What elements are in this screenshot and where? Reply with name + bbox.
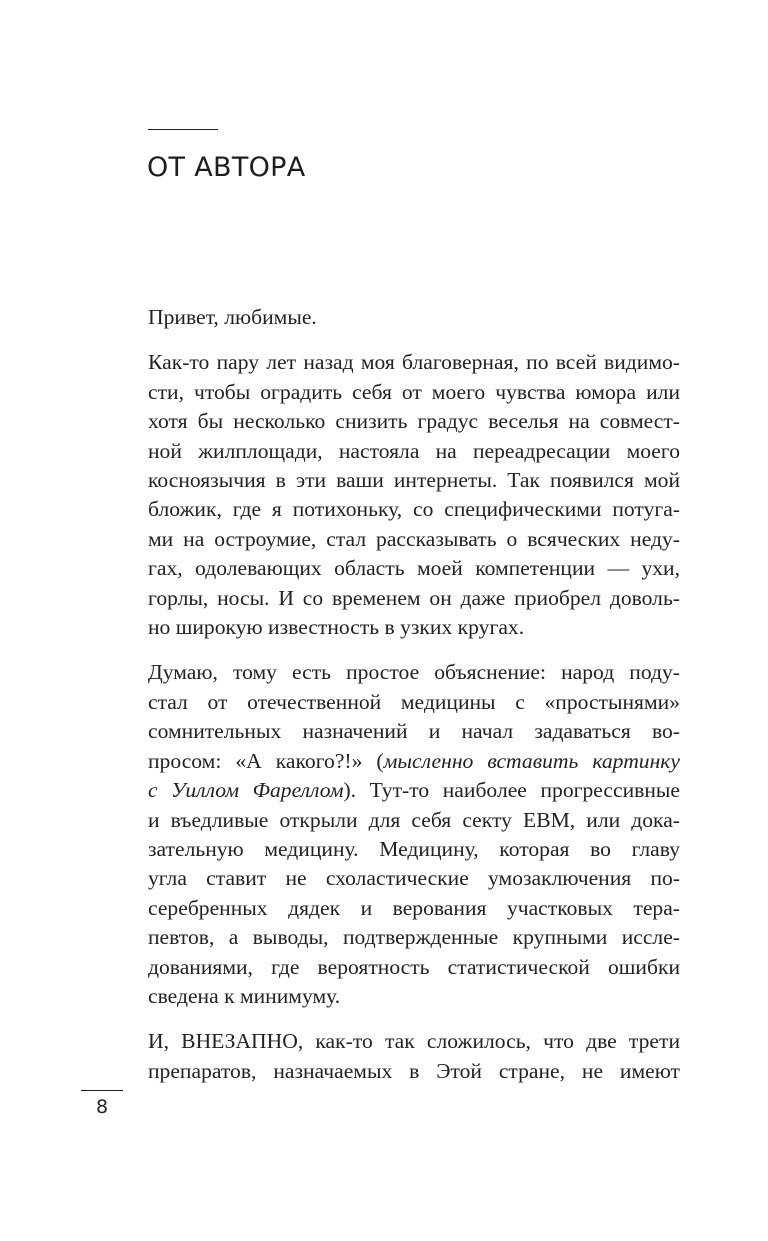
text-line: бложик, где я потихоньку, со специфическими потуга- (148, 497, 680, 522)
text-line: ми на остроумие, стал рассказывать о всяческих неду- (148, 526, 680, 551)
text-line: зательную медицину. Медицину, которая во главу (148, 836, 680, 861)
text-line-mixed (148, 747, 680, 776)
text-line: серебренных дядек и верования участковых тера- (148, 895, 680, 920)
text-line: горлы, носы. И со временем он даже приобрел доволь- (148, 585, 680, 610)
page-number-rule (81, 1090, 123, 1091)
italic-fragment: мысленно вставить картинку (383, 748, 680, 773)
text-line: сомнительных назначений и начал задаваться во- (148, 719, 680, 744)
page-number: 8 (96, 1096, 109, 1118)
text-line: сведена к минимуму. (148, 983, 341, 1008)
paragraph-greeting (148, 303, 680, 332)
text-line: певтов, а выводы, подтвержденные крупными иссле- (148, 925, 680, 950)
text-fragment: просом: «А какого?!» ( (148, 748, 384, 773)
text-line: гах, одолевающих область моей компетенции — ухи, (148, 556, 680, 581)
text-line: Думаю, тому есть простое объяснение: народ поду- (148, 660, 680, 685)
italic-fragment: с Уиллом Фареллом (148, 778, 344, 803)
text-line: хотя бы несколько снизить градус веселья на совмест- (148, 409, 680, 434)
text-line: и въедливые открыли для себя секту EBM, или дока- (148, 807, 680, 832)
text-line: Привет, любимые. (148, 305, 317, 329)
text-line: угла ставит не схоластические умозаключения по- (148, 866, 680, 891)
text-line: стал от отечественной медицины с «простынями» (148, 689, 680, 714)
chapter-top-rule (148, 129, 218, 130)
text-line: препаратов, назначаемых в Этой стране, не имеют (148, 1058, 680, 1083)
text-line-mixed (148, 776, 680, 805)
text-line: но широкую известность в узких кругах. (148, 615, 525, 640)
text-line: ной жилплощади, настояла на переадресации моего (148, 438, 680, 463)
paragraph-blog-origin (148, 348, 680, 642)
text-line: дованиями, где вероятность статистической ошибки (148, 954, 680, 979)
text-line: косноязычия в эти ваши интернеты. Так появился мой (148, 468, 680, 493)
chapter-title: ОТ АВТОРА (147, 152, 306, 183)
body-text (148, 303, 680, 1102)
text-line: Как-то пару лет назад моя благоверная, по всей видимо- (148, 350, 680, 375)
paragraph-suddenly (148, 1027, 680, 1086)
text-fragment: ). Тут-то наиболее прогрессивные (343, 778, 680, 803)
text-line: сти, чтобы оградить себя от моего чувства юмора или (148, 379, 680, 404)
text-line: И, ВНЕЗАПНО, как-то так сложилось, что две трети (148, 1029, 680, 1054)
paragraph-evidence-based-medicine (148, 658, 680, 1011)
